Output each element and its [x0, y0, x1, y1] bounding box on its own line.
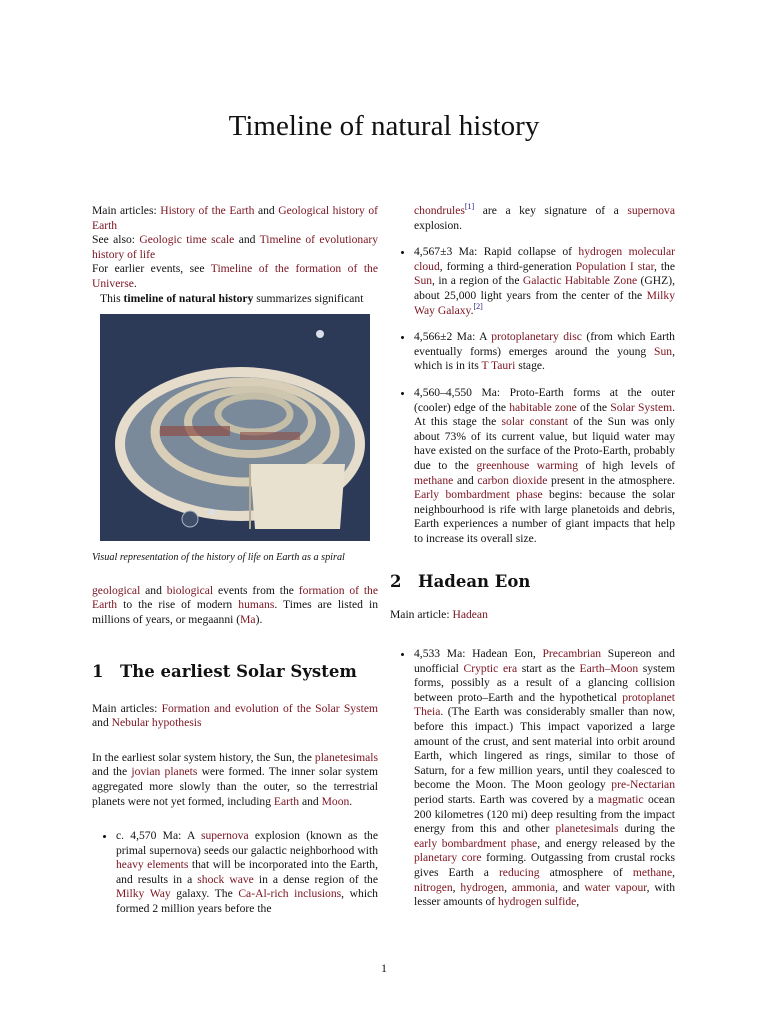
- page-number: 1: [381, 961, 387, 975]
- link-supernova-2[interactable]: supernova: [627, 204, 675, 217]
- link-shock-wave[interactable]: shock wave: [197, 872, 254, 886]
- link-humans[interactable]: humans: [238, 598, 275, 612]
- intro-bold-term: timeline of natural history: [123, 291, 254, 305]
- link-early-bombardment-phase[interactable]: Early bombardment phase: [414, 488, 543, 502]
- link-hadean[interactable]: Hadean: [452, 608, 488, 622]
- link-solar-system[interactable]: Solar System: [610, 400, 673, 414]
- link-ma[interactable]: Ma: [240, 612, 256, 626]
- link-water-vapour[interactable]: water vapour: [584, 880, 647, 894]
- link-population-i-star[interactable]: Population I star: [575, 259, 654, 273]
- continued-bullet-text: chondrules[1] are a key signature of a supernova explosion.: [414, 202, 675, 232]
- intro-first-line: This timeline of natural history summarizes significant: [100, 291, 364, 305]
- link-nitrogen[interactable]: nitrogen: [414, 880, 453, 894]
- figure-caption: Visual representation of the history of life on Earth as a spiral: [92, 552, 345, 564]
- link-t-tauri[interactable]: T Tauri: [481, 359, 516, 373]
- solar-system-paragraph: In the earliest solar system history, the Sun, the planetesimals and the jovian planets were formed. The inner solar system aggregated more slowly than the outer, so the terrestrial planets were not yet formed, including Earth and Moon.: [92, 750, 378, 808]
- link-sun-2[interactable]: Sun: [654, 344, 673, 358]
- reference-1[interactable]: [1]: [464, 202, 475, 212]
- hatnote-hadean: Main article: Hadean: [390, 608, 488, 622]
- link-formation-solar-system[interactable]: Formation and evolution of the Solar System: [161, 701, 378, 715]
- link-jovian-planets[interactable]: jovian planets: [131, 765, 198, 779]
- spiral-illustration: [100, 314, 370, 541]
- link-geologic-time-scale[interactable]: Geologic time scale: [139, 233, 235, 247]
- hatnote-earlier: For earlier events, see Timeline of the formation of the Universe.: [92, 262, 378, 290]
- left-column: [92, 204, 378, 917]
- link-geological-history[interactable]: Geological history of Earth: [92, 204, 378, 232]
- link-methane-2[interactable]: methane: [632, 865, 673, 879]
- intro-continued: geological and biological events from the formation of the Earth to the rise of modern humans. Times are listed in millions of years, or megaanni (Ma).: [92, 583, 379, 626]
- hatnote-see-also: See also: Geologic time scale and Timeline of evolutionary history of life: [92, 233, 378, 261]
- reference-2[interactable]: [2]: [473, 301, 483, 311]
- link-protoplanet-theia[interactable]: protoplanet Theia: [414, 690, 675, 719]
- link-supernova[interactable]: supernova: [200, 829, 249, 843]
- link-chondrules[interactable]: chondrules: [414, 204, 465, 217]
- list-item: • 4,560–4,550 Ma: Proto-Earth forms at the outer (cooler) edge of the habitable zone of the Solar System. At this stage the solar constant of the Sun was only about 73% of its current value, but liquid water may have existed on the surface of the Proto-Earth, probably due to the greenhouse warming of high levels of methane and carbon dioxide present in the atmosphere. Early bombardment phase begins: because the solar neighbourhood is rife with large planetoids and debris, Earth experiences a number of giant impacts that help to increase its overall size.: [414, 386, 675, 547]
- link-milky-way[interactable]: Milky Way: [116, 887, 171, 901]
- link-milky-way-galaxy[interactable]: Milky Way Galaxy: [414, 288, 675, 317]
- link-earth[interactable]: Earth: [273, 794, 300, 808]
- section-heading-earliest-solar-system: 1 The earliest Solar System: [92, 661, 357, 681]
- link-carbon-dioxide[interactable]: carbon dioxide: [477, 473, 548, 487]
- link-methane[interactable]: methane: [414, 473, 454, 487]
- link-earth-moon[interactable]: Earth–Moon: [579, 661, 639, 675]
- link-hydrogen[interactable]: hydrogen: [460, 880, 505, 894]
- link-history-of-earth[interactable]: History of the Earth: [160, 204, 255, 217]
- link-hydrogen-sulfide[interactable]: hydrogen sulfide: [498, 895, 577, 909]
- hadean-list: [390, 647, 675, 910]
- link-galactic-habitable-zone[interactable]: Galactic Habitable Zone: [522, 274, 638, 288]
- list-item: • c. 4,570 Ma: A supernova explosion (known as the primal supernova) seeds our galactic neighborhood with heavy elements that will be incorporated into the Earth, and results in a shock wave in a dense region of the Milky Way galaxy. The Ca-Al-rich inclusions, which formed 2 million years before the: [116, 829, 378, 917]
- link-moon[interactable]: Moon: [321, 794, 350, 808]
- section-heading-hadean-eon: 2 Hadean Eon: [390, 572, 531, 592]
- link-protoplanetary-disc[interactable]: protoplanetary disc: [491, 330, 582, 344]
- link-biological[interactable]: biological: [166, 583, 214, 597]
- link-early-bombardment-phase-2[interactable]: early bombardment phase: [414, 836, 538, 850]
- link-habitable-zone[interactable]: habitable zone: [509, 400, 577, 414]
- link-timeline-universe[interactable]: Timeline of the formation of the Universe: [92, 262, 378, 290]
- right-column: [390, 204, 675, 910]
- link-hydrogen-molecular-cloud[interactable]: hydrogen molecular cloud: [414, 245, 675, 273]
- list-item: • 4,566±2 Ma: A protoplanetary disc (from which Earth eventually forms) emerges around the young Sun, which is in its T Tauri stage.: [414, 330, 675, 374]
- spiral-history-figure: [100, 314, 370, 541]
- list-item: • 4,567±3 Ma: Rapid collapse of hydrogen molecular cloud, forming a third-generation Population I star, the Sun, in a region of the Galactic Habitable Zone (GHZ), about 25,000 light years from the center of the Milky Way Galaxy.[2]: [414, 245, 675, 318]
- link-planetary-core[interactable]: planetary core: [414, 851, 482, 865]
- link-reducing[interactable]: reducing: [498, 865, 540, 879]
- solar-system-list: [92, 829, 378, 917]
- link-timeline-evolutionary[interactable]: Timeline of evolutionary history of life: [92, 233, 378, 261]
- hatnote-main-articles: Main articles: History of the Earth and Geological history of Earth: [92, 204, 378, 232]
- link-solar-constant[interactable]: solar constant: [501, 415, 568, 429]
- list-item: • 4,533 Ma: Hadean Eon, Precambrian Supereon and unofficial Cryptic era start as the Earth–Moon system forms, possibly as a result of a glancing collision between proto–Earth and the hypothetical protoplanet Theia. (The Earth was considerably smaller than now, before this impact.) This impact vaporized a large amount of the crust, and sent material into orbit around Earth, which lingered as rings, similar to those of Saturn, for a few million years, until they coalesced to become the Moon. The Moon geology pre-Nectarian period starts. Earth was covered by a magmatic ocean 200 kilometres (120 mi) deep resulting from the impact energy from this and other planetesimals during the early bombardment phase, and energy released by the planetary core forming. Outgassing from crustal rocks gives Earth a reducing atmosphere of methane, nitrogen, hydrogen, ammonia, and water vapour, with lesser amounts of hydrogen sulfide,: [414, 647, 675, 910]
- link-pre-nectarian[interactable]: pre-Nectarian: [611, 778, 676, 792]
- page-title: Timeline of natural history: [228, 110, 540, 142]
- link-planetesimals[interactable]: planetesimals: [314, 750, 378, 764]
- link-planetesimals-2[interactable]: planetesimals: [555, 822, 619, 836]
- hatnote-formation: Main articles: Formation and evolution of the Solar System and Nebular hypothesis: [92, 701, 378, 730]
- link-greenhouse-warming[interactable]: greenhouse warming: [476, 458, 578, 472]
- link-cryptic-era[interactable]: Cryptic era: [463, 661, 518, 675]
- link-formation-of-earth[interactable]: formation of the Earth: [92, 583, 379, 612]
- link-precambrian[interactable]: Precambrian: [542, 647, 602, 661]
- link-magmatic[interactable]: magmatic: [597, 793, 644, 806]
- link-sun[interactable]: Sun: [414, 274, 433, 288]
- link-geological[interactable]: geological: [92, 583, 141, 597]
- link-nebular-hypothesis[interactable]: Nebular hypothesis: [111, 716, 202, 730]
- solar-system-list-continued: [390, 245, 675, 546]
- link-ammonia[interactable]: ammonia: [511, 880, 556, 894]
- link-heavy-elements[interactable]: heavy elements: [116, 858, 189, 872]
- link-ca-al-rich-inclusions[interactable]: Ca-Al-rich inclusions: [238, 887, 342, 901]
